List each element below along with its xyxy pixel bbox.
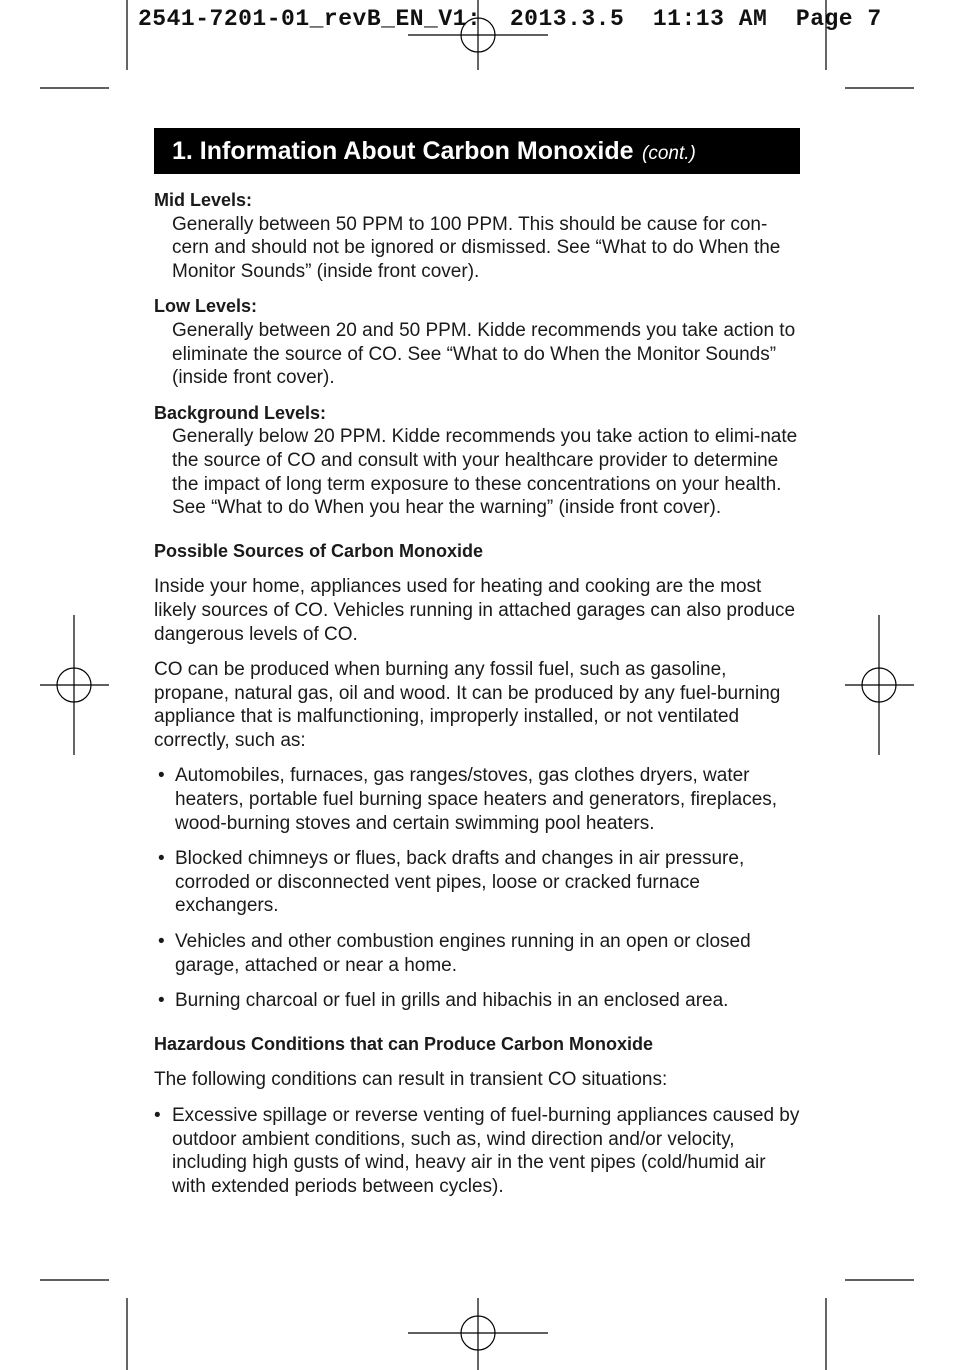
bullet-text: Burning charcoal or fuel in grills and hibachis in an enclosed area. [175,990,729,1012]
bullet-glyph: • [158,765,165,787]
level-entry-background [154,402,804,520]
bullet-item [154,930,804,977]
bullet-text: Automobiles, furnaces, gas ranges/stoves, gas clothes dryers, water heaters, portable fuel burning space heaters and generators, fireplaces, wood-burning stoves and certain swimming pool heaters. [175,765,778,834]
section-title-suffix: (cont.) [642,143,696,164]
page-content [154,189,804,1210]
hazards-intro: The following conditions can result in transient CO situations: [154,1069,668,1091]
level-description: Generally between 20 and 50 PPM. Kidde recommends you take action to eliminate the source of CO. See “What to do When the Monitor Sounds” (inside front cover). [172,319,796,389]
registration-target-top [408,0,548,70]
bullet-text: Excessive spillage or reverse venting of fuel-burning appliances caused by outdoor ambient conditions, such as, wind direction and/or velocity, including high gusts of wind, heavy air in the vent pipes (cold/humid air with extended periods between cycles). [172,1105,800,1197]
hazards-heading: Hazardous Conditions that can Produce Carbon Monoxide [154,1033,654,1054]
bullet-item [154,764,804,835]
level-description: Generally between 50 PPM to 100 PPM. This should be cause for con-cern and should not be ignored or dismissed. See “What to do When the Monitor Sounds” (inside front cover). [172,213,781,282]
bullet-glyph: • [158,931,165,953]
bullet-glyph: • [158,990,165,1012]
sources-paragraph: Inside your home, appliances used for heating and cooking are the most likely sources of CO. Vehicles running in attached garages can also produce dangerous levels of CO. [154,576,796,645]
registration-target-bottom [408,1298,548,1370]
bullet-glyph: • [158,848,165,870]
section-title: 1. Information About Carbon Monoxide [172,137,634,165]
level-label: Mid Levels: [154,190,253,210]
level-description: Generally below 20 PPM. Kidde recommends you take action to elimi-nate the source of CO and consult with your healthcare provider to determine the impact of long term exposure to these concentrations on your health. See “What to do When you hear the warning” (inside front cover). [172,426,798,519]
level-label: Low Levels: [154,296,258,317]
registration-target-left [40,615,109,755]
print-slug-line: 2541-7201-01_revB_EN_V1: 2013.3.5 11:13 AM Page 7 [138,6,882,32]
sources-heading: Possible Sources of Carbon Monoxide [154,540,484,561]
section-title-bar [154,128,800,174]
bullet-item [154,989,804,1013]
bullet-glyph: • [154,1105,161,1126]
level-entry-low [154,295,804,389]
bullet-text: Vehicles and other combustion engines running in an open or closed garage, attached or near a home. [175,931,751,976]
sources-paragraph: CO can be produced when burning any fossil fuel, such as gasoline, propane, natural gas, oil and wood. It can be produced by any fuel-burning appliance that is malfunctioning, improperly installed, or not ventilated correctly, such as: [154,659,781,751]
bullet-item [154,1104,804,1198]
level-entry-mid [154,189,804,283]
bullet-text: Blocked chimneys or flues, back drafts and changes in air pressure, corroded or disconnected vent pipes, loose or cracked furnace exchangers. [175,848,745,917]
level-label: Background Levels: [154,402,327,423]
bullet-item [154,847,804,918]
registration-target-right [845,615,914,755]
